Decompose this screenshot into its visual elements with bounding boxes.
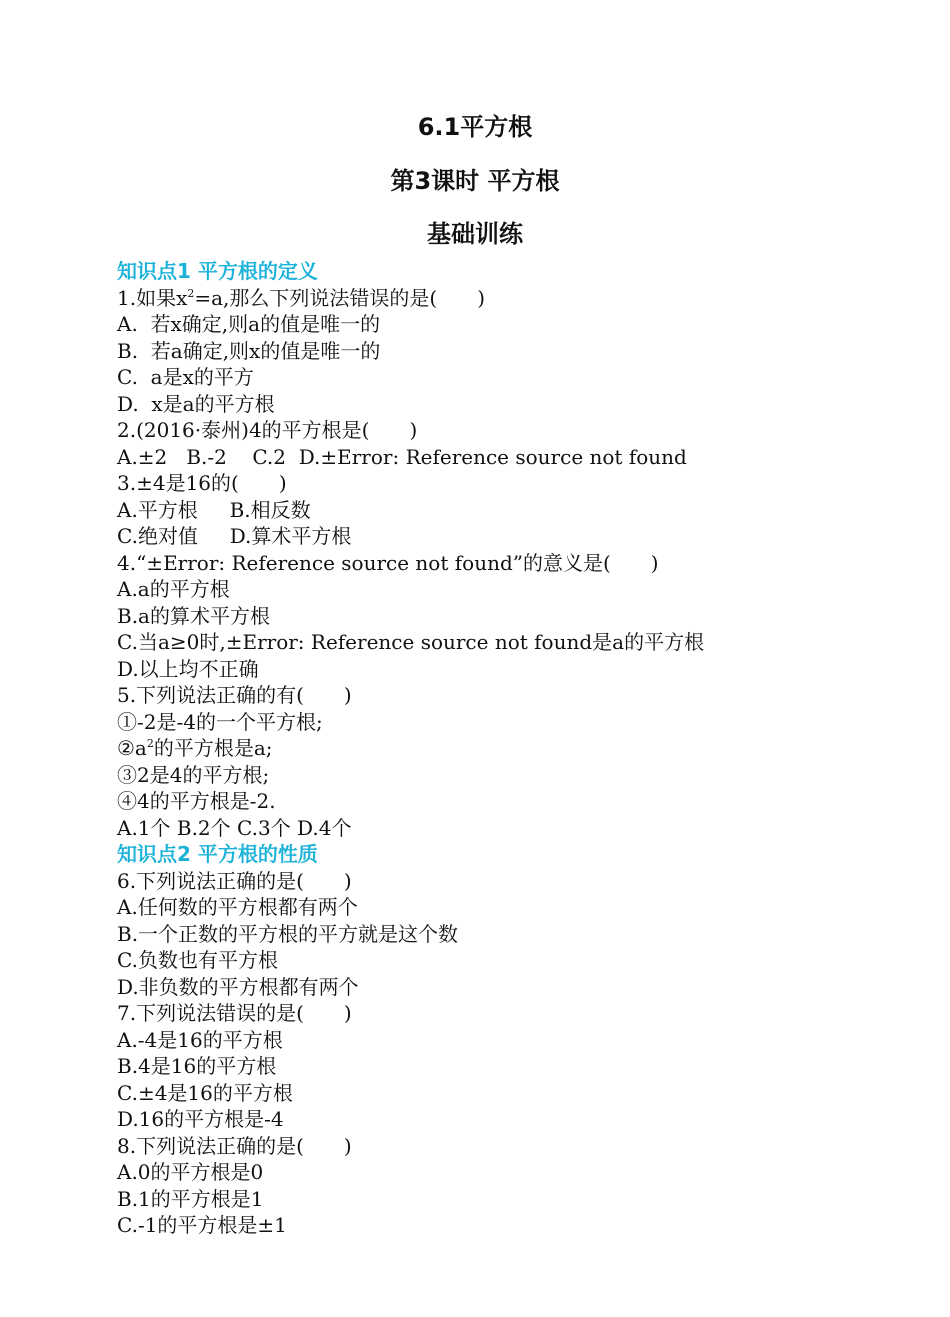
- question-6-option-c: C.负数也有平方根: [117, 948, 278, 972]
- question-5-statement-1: ①-2是-4的一个平方根;: [117, 709, 323, 734]
- knowledge-point-1-heading: 知识点1 平方根的定义: [117, 259, 318, 283]
- question-5: 5.下列说法正确的有( ): [117, 683, 352, 707]
- question-1-option-b: B. 若a确定,则x的值是唯一的: [117, 338, 381, 363]
- question-7-option-a: A.-4是16的平方根: [117, 1027, 283, 1052]
- exercise-content: [117, 258, 917, 1239]
- question-6-option-a: A.任何数的平方根都有两个: [117, 895, 358, 919]
- section-title: 6.1平方根: [417, 113, 533, 141]
- question-1-text-b: =a,那么下列说法错误的是( ): [194, 285, 486, 310]
- question-4-option-a: A.a的平方根: [117, 577, 230, 601]
- question-6-option-b: B.一个正数的平方根的平方就是这个数: [117, 921, 459, 946]
- question-7-option-c: C.±4是16的平方根: [117, 1080, 293, 1105]
- part-title: 基础训练: [427, 220, 523, 248]
- question-4: 4.“±Error: Reference source not found”的意义是( ): [117, 550, 659, 575]
- question-5-statement-2-exponent: 2: [146, 737, 154, 750]
- question-1: [117, 285, 917, 312]
- question-5-statement-4: ④4的平方根是-2.: [117, 789, 276, 813]
- question-8-option-a: A.0的平方根是0: [117, 1160, 264, 1184]
- question-1-exponent: 2: [187, 286, 195, 300]
- question-6: 6.下列说法正确的是( ): [117, 868, 352, 893]
- question-3-options-ab: A.平方根 B.相反数: [117, 497, 311, 522]
- question-5-statement-2-text-b: 的平方根是a;: [153, 736, 273, 760]
- question-4-option-d: D.以上均不正确: [117, 656, 259, 681]
- question-7: 7.下列说法错误的是( ): [117, 1001, 352, 1025]
- question-1-option-a: A. 若x确定,则a的值是唯一的: [117, 312, 381, 336]
- question-3: 3.±4是16的( ): [117, 471, 287, 495]
- question-5-statement-3: ③2是4的平方根;: [117, 762, 270, 787]
- question-2-options: A.±2 B.-2 C.2 D.±Error: Reference source not found: [117, 444, 687, 469]
- question-8: 8.下列说法正确的是( ): [117, 1133, 352, 1158]
- question-8-option-c: C.-1的平方根是±1: [117, 1213, 287, 1237]
- question-1-option-c: C. a是x的平方: [117, 365, 254, 389]
- lesson-title: 第3课时 平方根: [390, 167, 560, 195]
- question-5-statement-2-text-a: ②a: [117, 736, 147, 760]
- question-3-options-cd: C.绝对值 D.算术平方根: [117, 524, 352, 548]
- question-1-text-a: 1.如果x: [117, 285, 188, 310]
- question-4-option-b: B.a的算术平方根: [117, 603, 270, 628]
- question-5-options: A.1个 B.2个 C.3个 D.4个: [117, 815, 352, 840]
- question-1-option-d: D. x是a的平方根: [117, 391, 275, 416]
- question-5-statement-2: [117, 735, 917, 762]
- question-6-option-d: D.非负数的平方根都有两个: [117, 974, 359, 999]
- knowledge-point-2-heading: 知识点2 平方根的性质: [117, 842, 318, 866]
- question-4-option-c: C.当a≥0时,±Error: Reference source not found是a的平方根: [117, 630, 705, 654]
- question-7-option-d: D.16的平方根是-4: [117, 1107, 284, 1131]
- question-8-option-b: B.1的平方根是1: [117, 1186, 264, 1211]
- question-2: 2.(2016·泰州)4的平方根是( ): [117, 418, 418, 442]
- question-7-option-b: B.4是16的平方根: [117, 1054, 277, 1078]
